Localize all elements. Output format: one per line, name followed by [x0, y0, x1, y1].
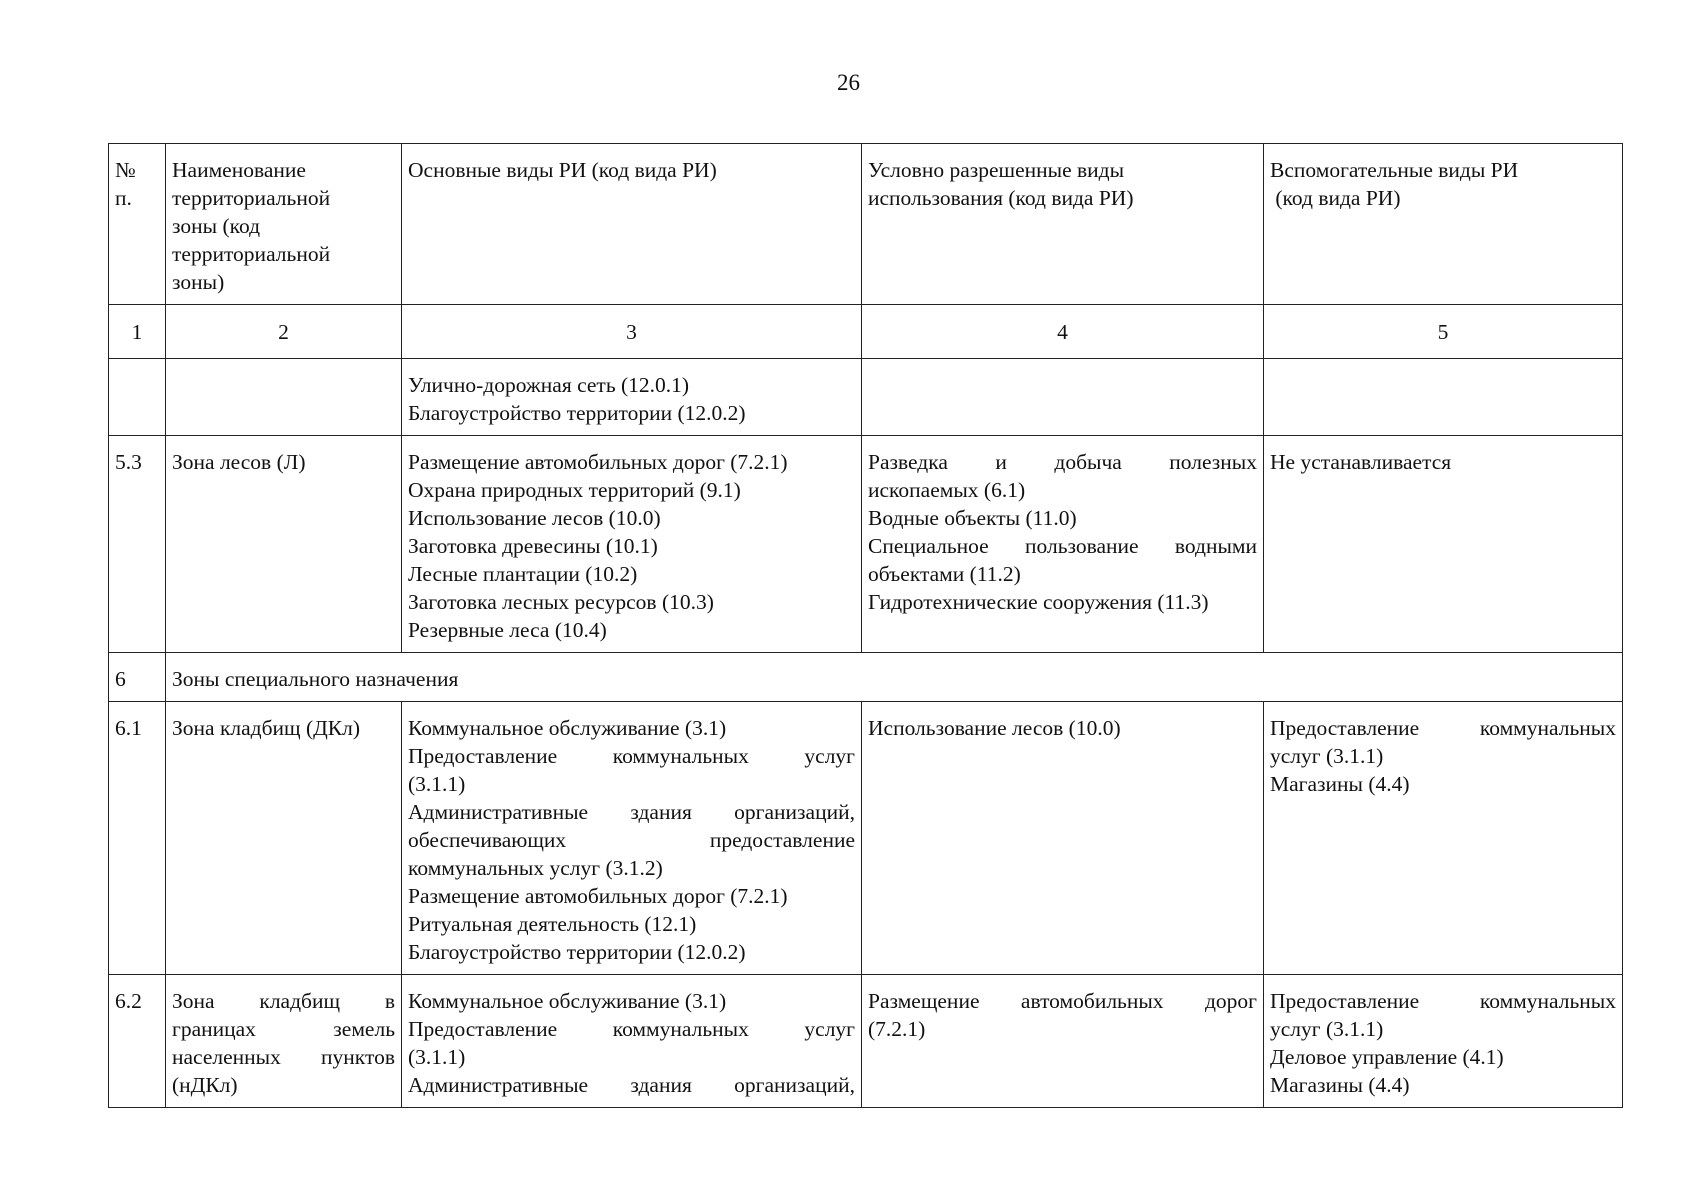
header-zone-name-line: территориальной: [172, 186, 331, 210]
zone-name-line: границах земель: [172, 1017, 395, 1041]
use-line: Резервные леса (10.4): [408, 618, 607, 642]
use-line: Размещение автомобильных дорог (7.2.1): [408, 884, 788, 908]
header-conditional-uses-line: Условно разрешенные виды: [868, 158, 1125, 182]
use-line: Предоставление коммунальных: [1270, 716, 1616, 740]
row-number-cell: 6.1: [109, 702, 166, 975]
header-main-uses: [402, 144, 862, 305]
use-line: Специальное пользование водными: [868, 534, 1257, 558]
conditional-uses-cell: [862, 436, 1264, 653]
zone-name-cell: [166, 359, 402, 436]
table-row-5-3: [109, 436, 1623, 653]
use-line: Заготовка древесины (10.1): [408, 534, 658, 558]
conditional-uses-cell: [862, 359, 1264, 436]
auxiliary-uses-cell: [1264, 359, 1623, 436]
table-row-6-1: [109, 702, 1623, 975]
use-line: Магазины (4.4): [1270, 772, 1410, 796]
use-line: Благоустройство территории (12.0.2): [408, 401, 746, 425]
table-row-6: [109, 653, 1623, 702]
header-main-uses-line: Основные виды РИ (код вида РИ): [408, 158, 717, 182]
use-line: Коммунальное обслуживание (3.1): [408, 716, 727, 740]
use-line: Лесные плантации (10.2): [408, 562, 638, 586]
use-line: Разведка и добыча полезных: [868, 450, 1257, 474]
use-line: Размещение автомобильных дорог: [868, 989, 1257, 1013]
zone-name-cell: Зона кладбищ (ДКл): [166, 702, 402, 975]
use-line: Благоустройство территории (12.0.2): [408, 940, 746, 964]
header-auxiliary-uses-line: Вспомогательные виды РИ: [1270, 158, 1519, 182]
header-auxiliary-uses-line: (код вида РИ): [1270, 186, 1401, 210]
use-line: Деловое управление (4.1): [1270, 1045, 1504, 1069]
row-number-cell: [109, 359, 166, 436]
use-line: услуг (3.1.1): [1270, 744, 1384, 768]
header-zone-name-line: зоны (код: [172, 214, 261, 238]
use-line: Гидротехнические сооружения (11.3): [868, 590, 1209, 614]
column-number: 1: [109, 305, 166, 359]
header-conditional-uses: [862, 144, 1264, 305]
zone-name-line: (нДКл): [172, 1073, 238, 1097]
table-row-6-2: [109, 975, 1623, 1108]
header-zone-name-line: Наименование: [172, 158, 306, 182]
zone-name-line: населенных пунктов: [172, 1045, 395, 1069]
header-zone-name-line: зоны): [172, 270, 225, 294]
use-line: (7.2.1): [868, 1017, 926, 1041]
use-line: Предоставление коммунальных услуг: [408, 1017, 855, 1041]
use-line: Ритуальная деятельность (12.1): [408, 912, 697, 936]
header-zone-name: [166, 144, 402, 305]
page-number: 26: [837, 70, 860, 95]
row-number-cell: 6.2: [109, 975, 166, 1108]
zone-name-line: Зона кладбищ в: [172, 989, 395, 1013]
use-line: Магазины (4.4): [1270, 1073, 1410, 1097]
row-number-cell: 6: [109, 653, 166, 702]
use-line: услуг (3.1.1): [1270, 1017, 1384, 1041]
auxiliary-uses-cell: [1264, 702, 1623, 975]
use-line: Водные объекты (11.0): [868, 506, 1077, 530]
use-line: Улично-дорожная сеть (12.0.1): [408, 373, 690, 397]
use-line: ископаемых (6.1): [868, 478, 1026, 502]
header-number: [109, 144, 166, 305]
use-line: Административные здания организаций,: [408, 1073, 855, 1097]
zone-name-cell: Зона лесов (Л): [166, 436, 402, 653]
main-uses-cell: [402, 359, 862, 436]
use-line: коммунальных услуг (3.1.2): [408, 856, 663, 880]
header-number-line: п.: [115, 186, 132, 210]
use-line: Коммунальное обслуживание (3.1): [408, 989, 727, 1013]
use-line: (3.1.1): [408, 772, 466, 796]
header-zone-name-line: территориальной: [172, 242, 331, 266]
use-line: Использование лесов (10.0): [408, 506, 661, 530]
zone-name-cell: [166, 975, 402, 1108]
conditional-uses-cell: [862, 975, 1264, 1108]
use-line: Административные здания организаций,: [408, 800, 855, 824]
use-line: обеспечивающих предоставление: [408, 828, 855, 852]
conditional-uses-cell: Использование лесов (10.0): [862, 702, 1264, 975]
header-conditional-uses-line: использования (код вида РИ): [868, 186, 1134, 210]
section-title-cell: Зоны специального назначения: [166, 653, 1623, 702]
table-row-continuation: [109, 359, 1623, 436]
auxiliary-uses-cell: [1264, 975, 1623, 1108]
column-number: 2: [166, 305, 402, 359]
column-number: 5: [1264, 305, 1623, 359]
zones-table: [108, 143, 1623, 1108]
use-line: Охрана природных территорий (9.1): [408, 478, 741, 502]
header-row: [109, 144, 1623, 305]
use-line: объектами (11.2): [868, 562, 1021, 586]
auxiliary-uses-cell: Не устанавливается: [1264, 436, 1623, 653]
use-line: (3.1.1): [408, 1045, 466, 1069]
use-line: Заготовка лесных ресурсов (10.3): [408, 590, 714, 614]
column-number-row: [109, 305, 1623, 359]
row-number-cell: 5.3: [109, 436, 166, 653]
column-number: 3: [402, 305, 862, 359]
main-uses-cell: [402, 436, 862, 653]
main-uses-cell: [402, 975, 862, 1108]
header-number-line: №: [115, 158, 136, 182]
use-line: Размещение автомобильных дорог (7.2.1): [408, 450, 788, 474]
header-auxiliary-uses: [1264, 144, 1623, 305]
main-uses-cell: [402, 702, 862, 975]
use-line: Предоставление коммунальных: [1270, 989, 1616, 1013]
use-line: Предоставление коммунальных услуг: [408, 744, 855, 768]
column-number: 4: [862, 305, 1264, 359]
